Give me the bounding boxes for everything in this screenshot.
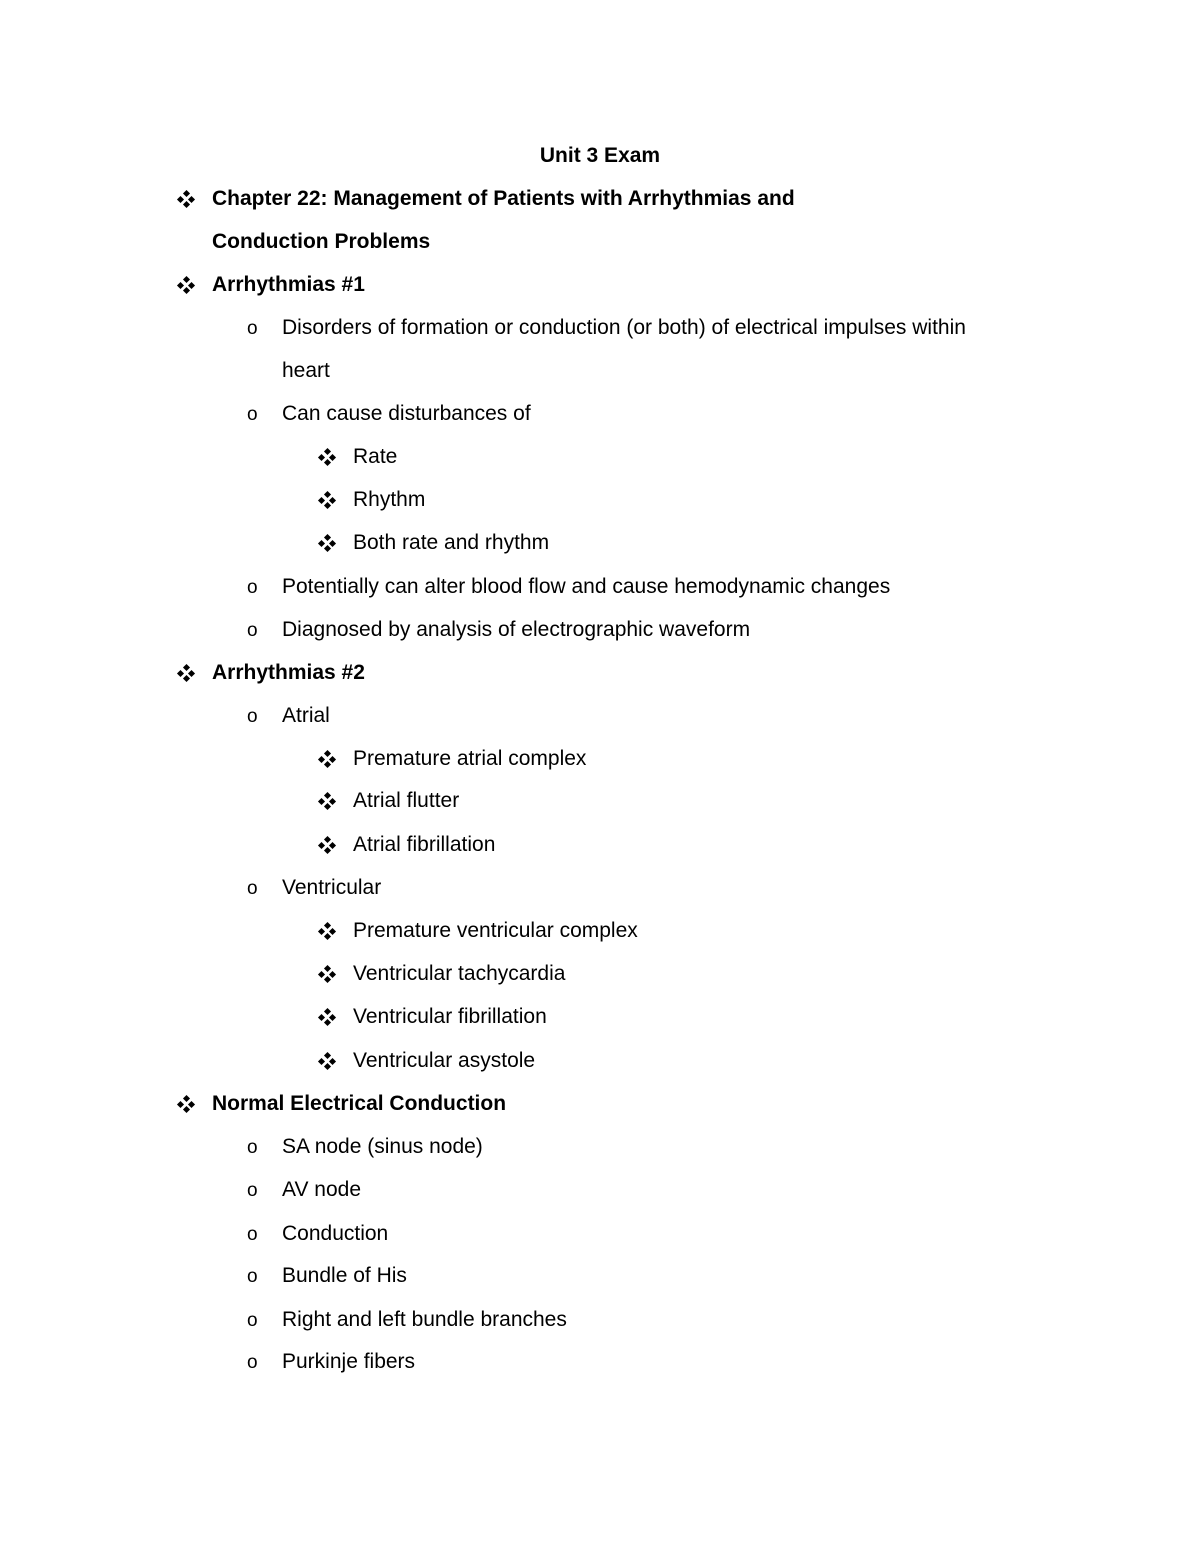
list-item: SA node (sinus node) <box>282 1135 483 1158</box>
list-item: AV node <box>282 1178 362 1201</box>
sub-list-item: Atrial flutter <box>353 789 460 812</box>
circle-bullet: o <box>247 1137 258 1158</box>
section-heading-arrhythmias-1: Arrhythmias #1 <box>212 273 365 296</box>
circle-bullet: o <box>247 1224 258 1245</box>
circle-bullet: o <box>247 878 258 899</box>
section-heading-normal-conduction: Normal Electrical Conduction <box>212 1092 507 1115</box>
four-diamond-bullet-icon <box>177 664 195 682</box>
circle-bullet: o <box>247 1266 258 1287</box>
page-title: Unit 3 Exam <box>539 144 661 167</box>
sub-list-item: Atrial fibrillation <box>353 833 496 856</box>
circle-bullet: o <box>247 404 258 425</box>
chapter-heading-line-2: Conduction Problems <box>212 230 431 253</box>
circle-bullet: o <box>247 1180 258 1201</box>
list-item: Potentially can alter blood flow and cause hemodynamic changes <box>282 575 891 598</box>
four-diamond-bullet-icon <box>318 792 336 810</box>
four-diamond-bullet-icon <box>177 1095 195 1113</box>
circle-bullet: o <box>247 1352 258 1373</box>
list-item: Can cause disturbances of <box>282 402 531 425</box>
circle-bullet: o <box>247 620 258 641</box>
sub-list-item: Rhythm <box>353 488 426 511</box>
list-item: Disorders of formation or conduction (or both) of electrical impulses within <box>282 316 966 339</box>
sub-list-item: Both rate and rhythm <box>353 531 550 554</box>
chapter-heading-line-1: Chapter 22: Management of Patients with Arrhythmias and <box>212 187 795 210</box>
four-diamond-bullet-icon <box>318 1052 336 1070</box>
four-diamond-bullet-icon <box>318 534 336 552</box>
sub-list-item: Rate <box>353 445 398 468</box>
sub-list-item: Premature ventricular complex <box>353 919 638 942</box>
list-item: Diagnosed by analysis of electrographic waveform <box>282 618 751 641</box>
four-diamond-bullet-icon <box>318 491 336 509</box>
four-diamond-bullet-icon <box>177 190 195 208</box>
four-diamond-bullet-icon <box>318 965 336 983</box>
list-item-continuation: heart <box>282 359 330 382</box>
list-item: Purkinje fibers <box>282 1350 416 1373</box>
circle-bullet: o <box>247 577 258 598</box>
four-diamond-bullet-icon <box>318 836 336 854</box>
list-item: Ventricular <box>282 876 382 899</box>
sub-list-item: Premature atrial complex <box>353 747 587 770</box>
sub-list-item: Ventricular fibrillation <box>353 1005 547 1028</box>
sub-list-item: Ventricular tachycardia <box>353 962 566 985</box>
circle-bullet: o <box>247 706 258 727</box>
section-heading-arrhythmias-2: Arrhythmias #2 <box>212 661 365 684</box>
list-item: Conduction <box>282 1222 389 1245</box>
list-item: Atrial <box>282 704 330 727</box>
circle-bullet: o <box>247 1310 258 1331</box>
four-diamond-bullet-icon <box>318 922 336 940</box>
list-item: Bundle of His <box>282 1264 407 1287</box>
four-diamond-bullet-icon <box>177 276 195 294</box>
sub-list-item: Ventricular asystole <box>353 1049 536 1072</box>
list-item: Right and left bundle branches <box>282 1308 567 1331</box>
four-diamond-bullet-icon <box>318 1008 336 1026</box>
four-diamond-bullet-icon <box>318 448 336 466</box>
circle-bullet: o <box>247 318 258 339</box>
four-diamond-bullet-icon <box>318 750 336 768</box>
